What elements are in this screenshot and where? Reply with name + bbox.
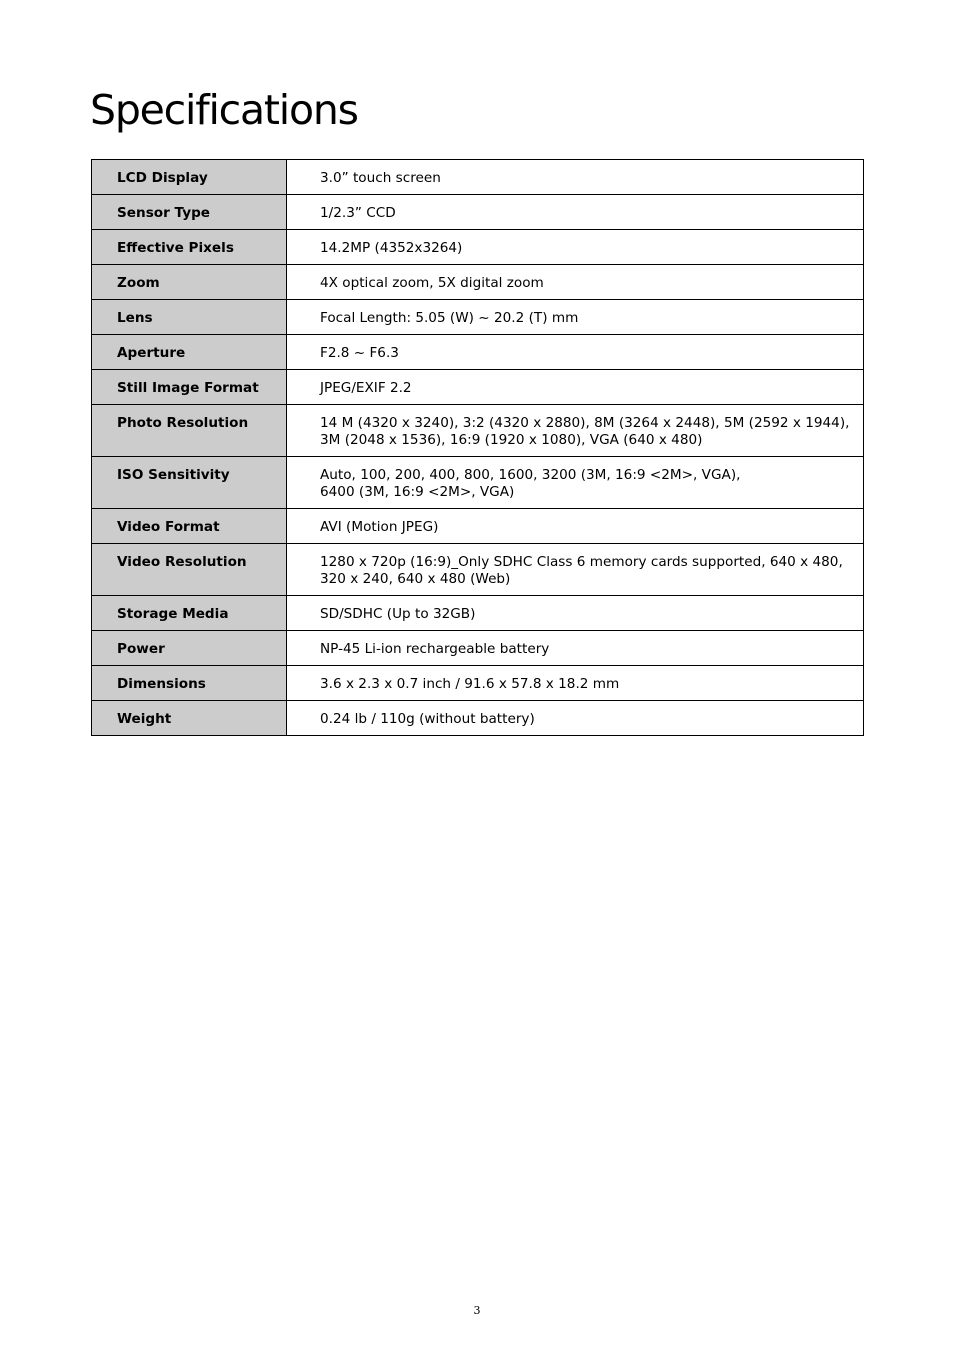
spec-value: SD/SDHC (Up to 32GB) — [287, 596, 864, 631]
spec-value: 4X optical zoom, 5X digital zoom — [287, 265, 864, 300]
table-row — [92, 265, 864, 300]
page-title: Specifications — [90, 86, 358, 134]
spec-label: ISO Sensitivity — [92, 457, 287, 509]
page-number: 3 — [473, 1304, 481, 1317]
table-row — [92, 509, 864, 544]
spec-value: 14 M (4320 x 3240), 3:2 (4320 x 2880), 8M (3264 x 2448), 5M (2592 x 1944), 3M (2048 x 1536), 16:9 (1920 x 1080), VGA (640 x 480) — [287, 405, 864, 457]
specifications-table — [91, 159, 864, 736]
table-row — [92, 335, 864, 370]
spec-value: JPEG/EXIF 2.2 — [287, 370, 864, 405]
spec-value: F2.8 ~ F6.3 — [287, 335, 864, 370]
spec-label: Dimensions — [92, 666, 287, 701]
spec-value: 3.6 x 2.3 x 0.7 inch / 91.6 x 57.8 x 18.2 mm — [287, 666, 864, 701]
table-row — [92, 370, 864, 405]
spec-label: Weight — [92, 701, 287, 736]
table-row — [92, 596, 864, 631]
table-row — [92, 230, 864, 265]
table-row — [92, 631, 864, 666]
spec-label: Zoom — [92, 265, 287, 300]
spec-label: Effective Pixels — [92, 230, 287, 265]
spec-label: Still Image Format — [92, 370, 287, 405]
spec-value: 14.2MP (4352x3264) — [287, 230, 864, 265]
spec-value: NP-45 Li-ion rechargeable battery — [287, 631, 864, 666]
spec-value: 3.0” touch screen — [287, 160, 864, 195]
spec-label: LCD Display — [92, 160, 287, 195]
spec-value: 0.24 lb / 110g (without battery) — [287, 701, 864, 736]
table-row — [92, 457, 864, 509]
table-row — [92, 405, 864, 457]
table-row — [92, 195, 864, 230]
spec-label: Storage Media — [92, 596, 287, 631]
spec-label: Photo Resolution — [92, 405, 287, 457]
spec-label: Video Resolution — [92, 544, 287, 596]
spec-label: Aperture — [92, 335, 287, 370]
spec-label: Video Format — [92, 509, 287, 544]
table-row — [92, 544, 864, 596]
table-row — [92, 300, 864, 335]
spec-value: 1/2.3” CCD — [287, 195, 864, 230]
table-row — [92, 701, 864, 736]
table-row — [92, 666, 864, 701]
spec-label: Lens — [92, 300, 287, 335]
spec-value: AVI (Motion JPEG) — [287, 509, 864, 544]
table-row — [92, 160, 864, 195]
spec-label: Power — [92, 631, 287, 666]
spec-label: Sensor Type — [92, 195, 287, 230]
spec-value: Focal Length: 5.05 (W) ~ 20.2 (T) mm — [287, 300, 864, 335]
spec-value: 1280 x 720p (16:9)_Only SDHC Class 6 memory cards supported, 640 x 480, 320 x 240, 640 x 480 (Web) — [287, 544, 864, 596]
spec-value: Auto, 100, 200, 400, 800, 1600, 3200 (3M, 16:9 <2M>, VGA), 6400 (3M, 16:9 <2M>, VGA) — [287, 457, 864, 509]
